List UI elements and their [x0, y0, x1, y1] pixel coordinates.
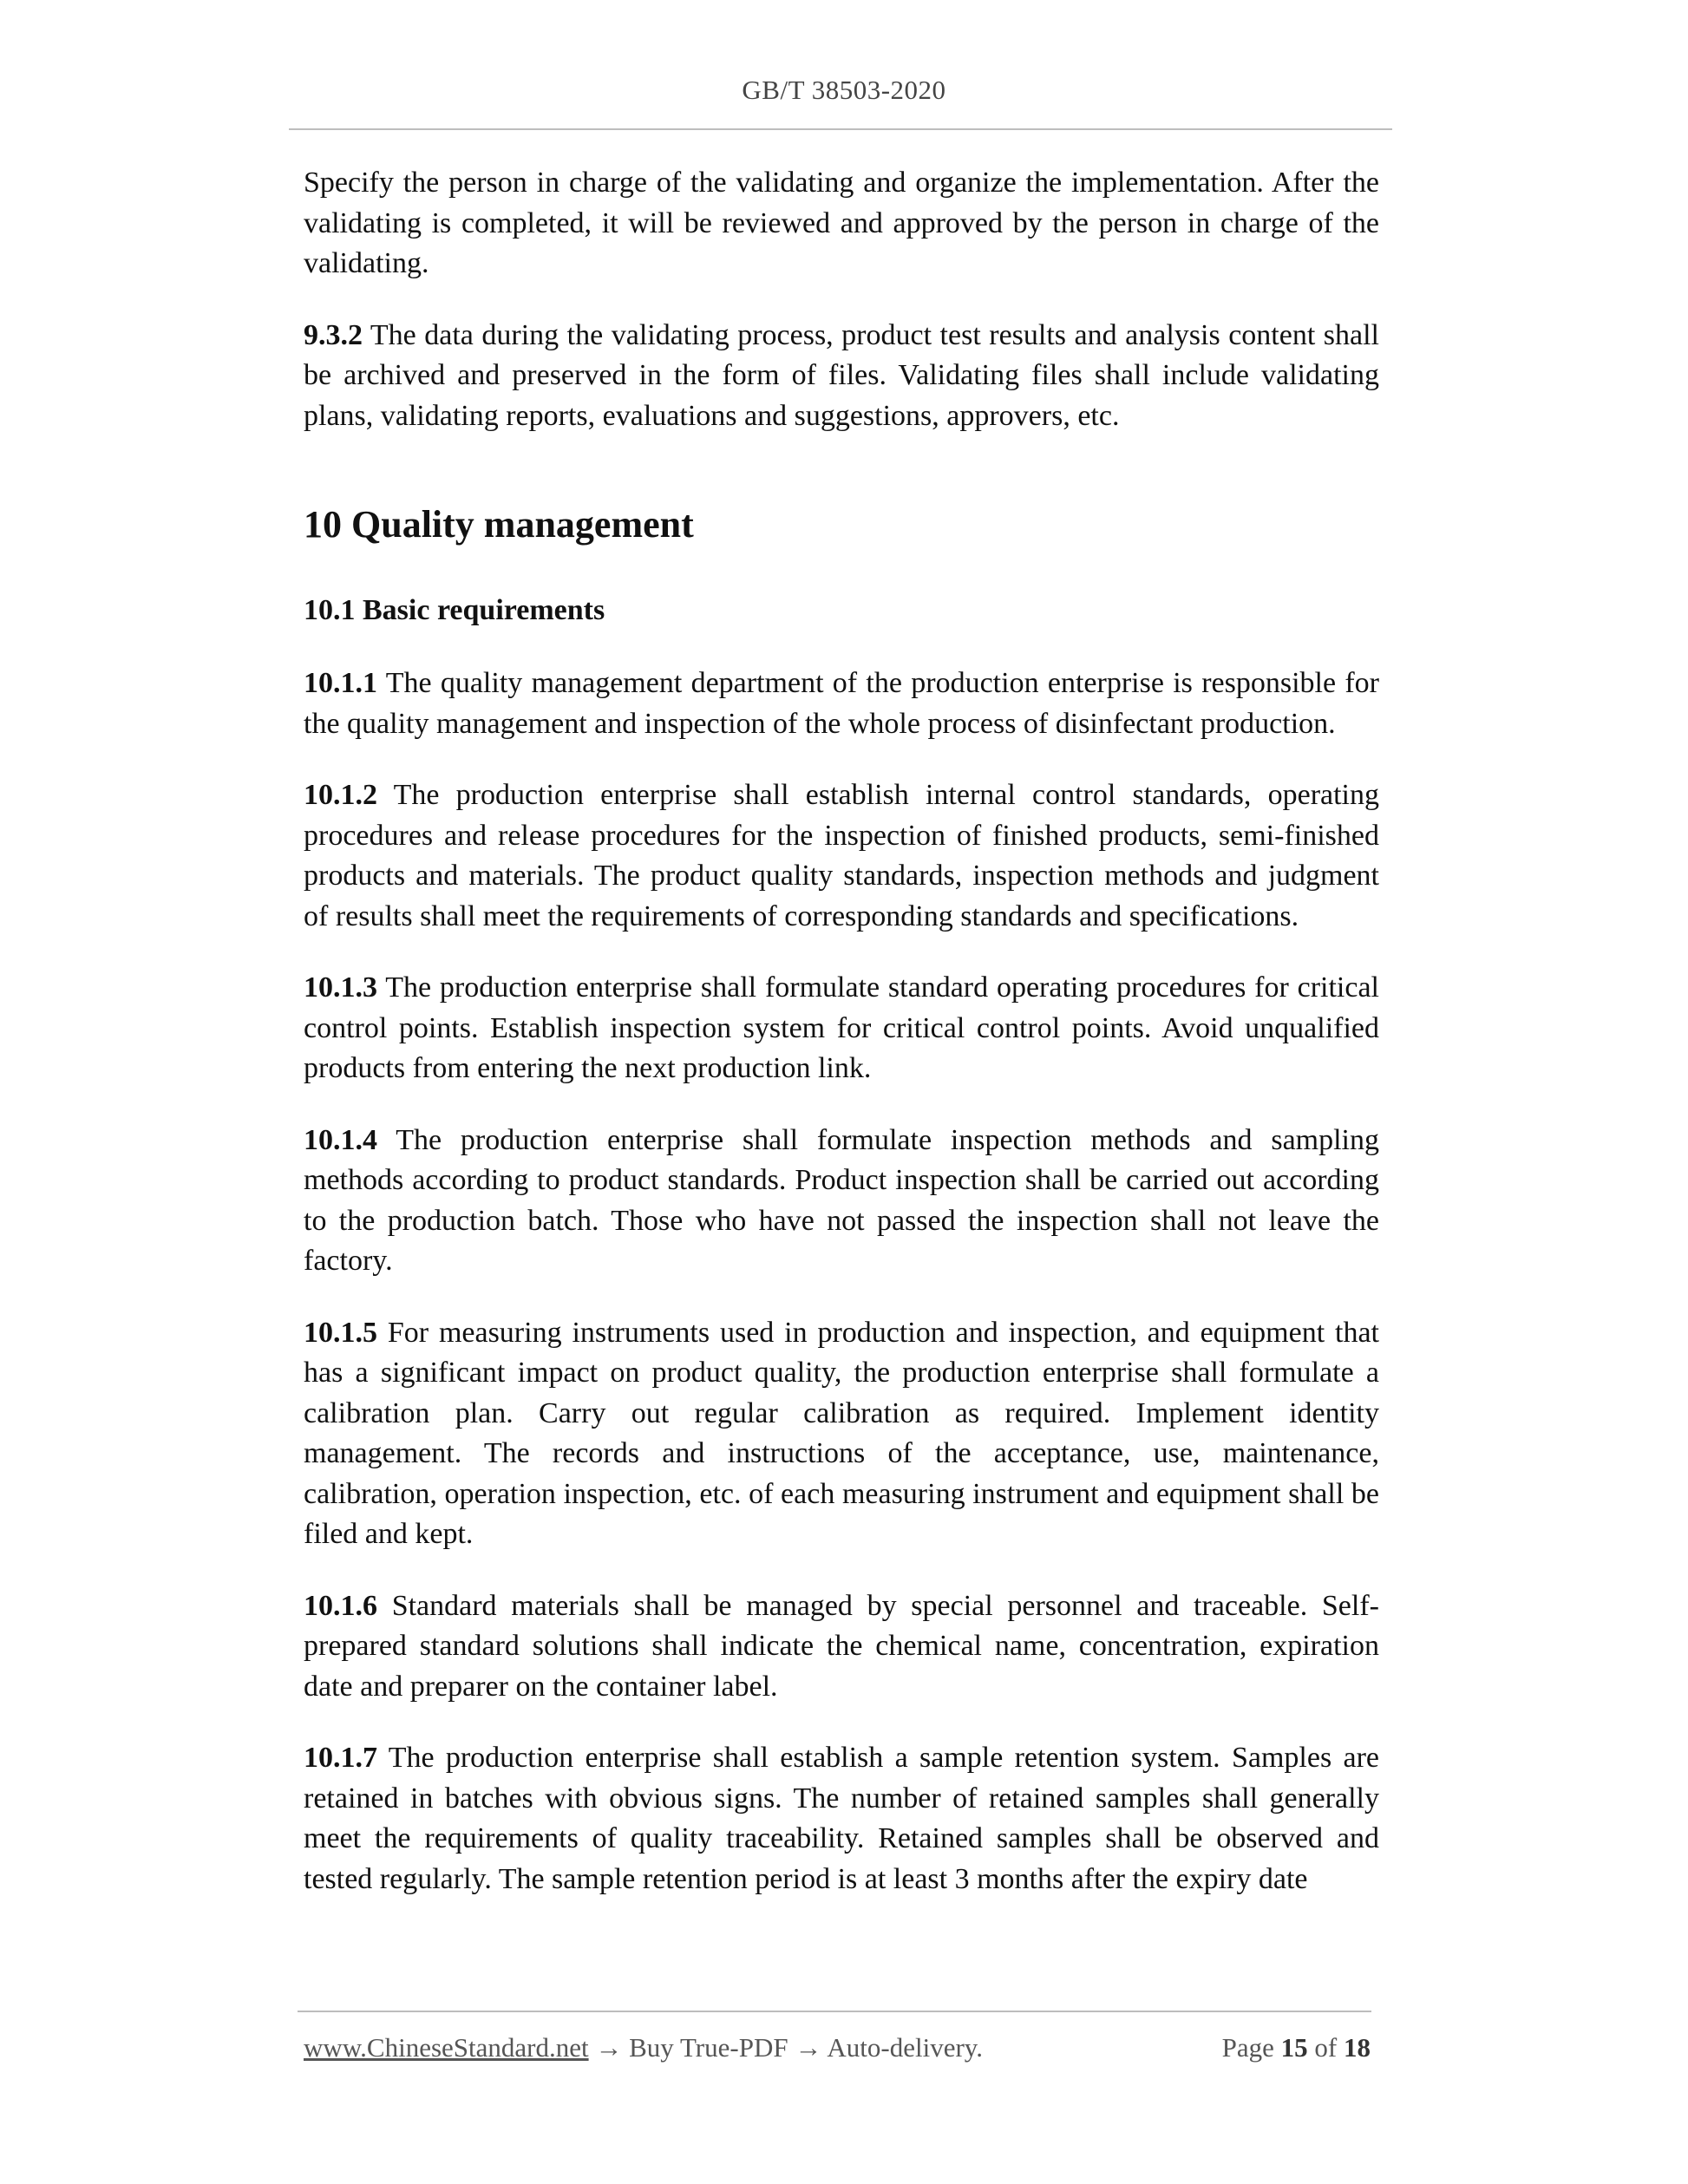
current-page-number: 15: [1280, 2032, 1308, 2063]
clause-text: For measuring instruments used in production and inspection, and equipment that has a significant impact on product quality, the production enterprise shall formulate a calibration plan. Carry out regular calibration as required. Implement identity management. The records and instructions of the acceptance, use, maintenance, calibration, operation inspection, etc. of each measuring instrument and equipment shall be filed and kept.: [304, 1316, 1379, 1550]
header-divider: [289, 128, 1392, 130]
footer-divider: [298, 2011, 1371, 2012]
clause-number: 9.3.2: [304, 318, 363, 351]
clause-number: 10.1.3: [304, 971, 377, 1004]
page-label: Page: [1221, 2032, 1274, 2063]
clause-number: 10.1.2: [304, 779, 377, 811]
clause-text: The production enterprise shall establish a sample retention system. Samples are retained in batches with obvious signs. The number of retained samples shall generally meet the requirements of quality traceability. Retained samples shall be observed and tested regularly. The sample retention period is at least 3 months after the expiry date: [304, 1742, 1379, 1895]
arrow-right-icon: →: [795, 2032, 822, 2063]
clause-9-3-2: [304, 316, 1379, 437]
intro-paragraph: Specify the person in charge of the validating and organize the implementation. After the validating is completed, it will be reviewed and approved by the person in charge of the validating.: [304, 167, 1379, 279]
buy-pdf-text: Buy True-PDF: [629, 2032, 788, 2063]
of-label: of: [1314, 2032, 1338, 2063]
total-pages-number: 18: [1344, 2032, 1371, 2063]
auto-delivery-text: Auto-delivery.: [827, 2032, 984, 2063]
clause-text: The production enterprise shall formulate inspection methods and sampling methods according to product standards. Product inspection shall be carried out according to the production batch. Those who have not passed the inspection shall not leave the factory.: [304, 1123, 1379, 1277]
page-indicator: [1222, 2032, 1371, 2063]
clause-10-1-1: [304, 664, 1379, 744]
clause-text: The production enterprise shall formulate standard operating procedures for critical control points. Establish inspection system for critical control points. Avoid unqualified products from entering the next production link.: [304, 971, 1379, 1084]
clause-10-1-3: [304, 968, 1379, 1089]
website-link[interactable]: www.ChineseStandard.net: [304, 2032, 589, 2063]
clause-number: 10.1.1: [304, 667, 377, 699]
clause-number: 10.1.4: [304, 1123, 377, 1156]
clause-10-1-7: [304, 1738, 1379, 1900]
clause-10-1-4: [304, 1121, 1379, 1282]
clause-text: The production enterprise shall establish internal control standards, operating procedures and release procedures for the inspection of finished products, semi-finished products and materials. The product quality standards, inspection methods and judgment of results shall meet the requirements of corresponding standards and specifications.: [304, 779, 1379, 932]
section-10-1-heading: 10.1 Basic requirements: [304, 594, 605, 626]
clause-number: 10.1.7: [304, 1742, 377, 1774]
clause-10-1-6: [304, 1586, 1379, 1708]
page-body: [304, 163, 1379, 1931]
clause-text: The data during the validating process, product test results and analysis content shall be archived and preserved in the form of files. Validating files shall include validating plans, validating reports, evaluations and suggestions, approvers, etc.: [304, 318, 1379, 432]
document-id-header: GB/T 38503-2020: [742, 75, 946, 105]
arrow-right-icon: →: [595, 2032, 623, 2063]
footer-promo: [304, 2032, 983, 2063]
clause-10-1-2: [304, 775, 1379, 937]
clause-text: Standard materials shall be managed by special personnel and traceable. Self-prepared standard solutions shall indicate the chemical name, concentration, expiration date and preparer on the container label.: [304, 1589, 1379, 1703]
clause-10-1-5: [304, 1313, 1379, 1555]
clause-text: The quality management department of the production enterprise is responsible for the quality management and inspection of the whole process of disinfectant production.: [304, 667, 1379, 740]
clause-number: 10.1.6: [304, 1589, 377, 1622]
clause-number: 10.1.5: [304, 1316, 377, 1349]
section-10-heading: 10 Quality management: [304, 503, 694, 546]
